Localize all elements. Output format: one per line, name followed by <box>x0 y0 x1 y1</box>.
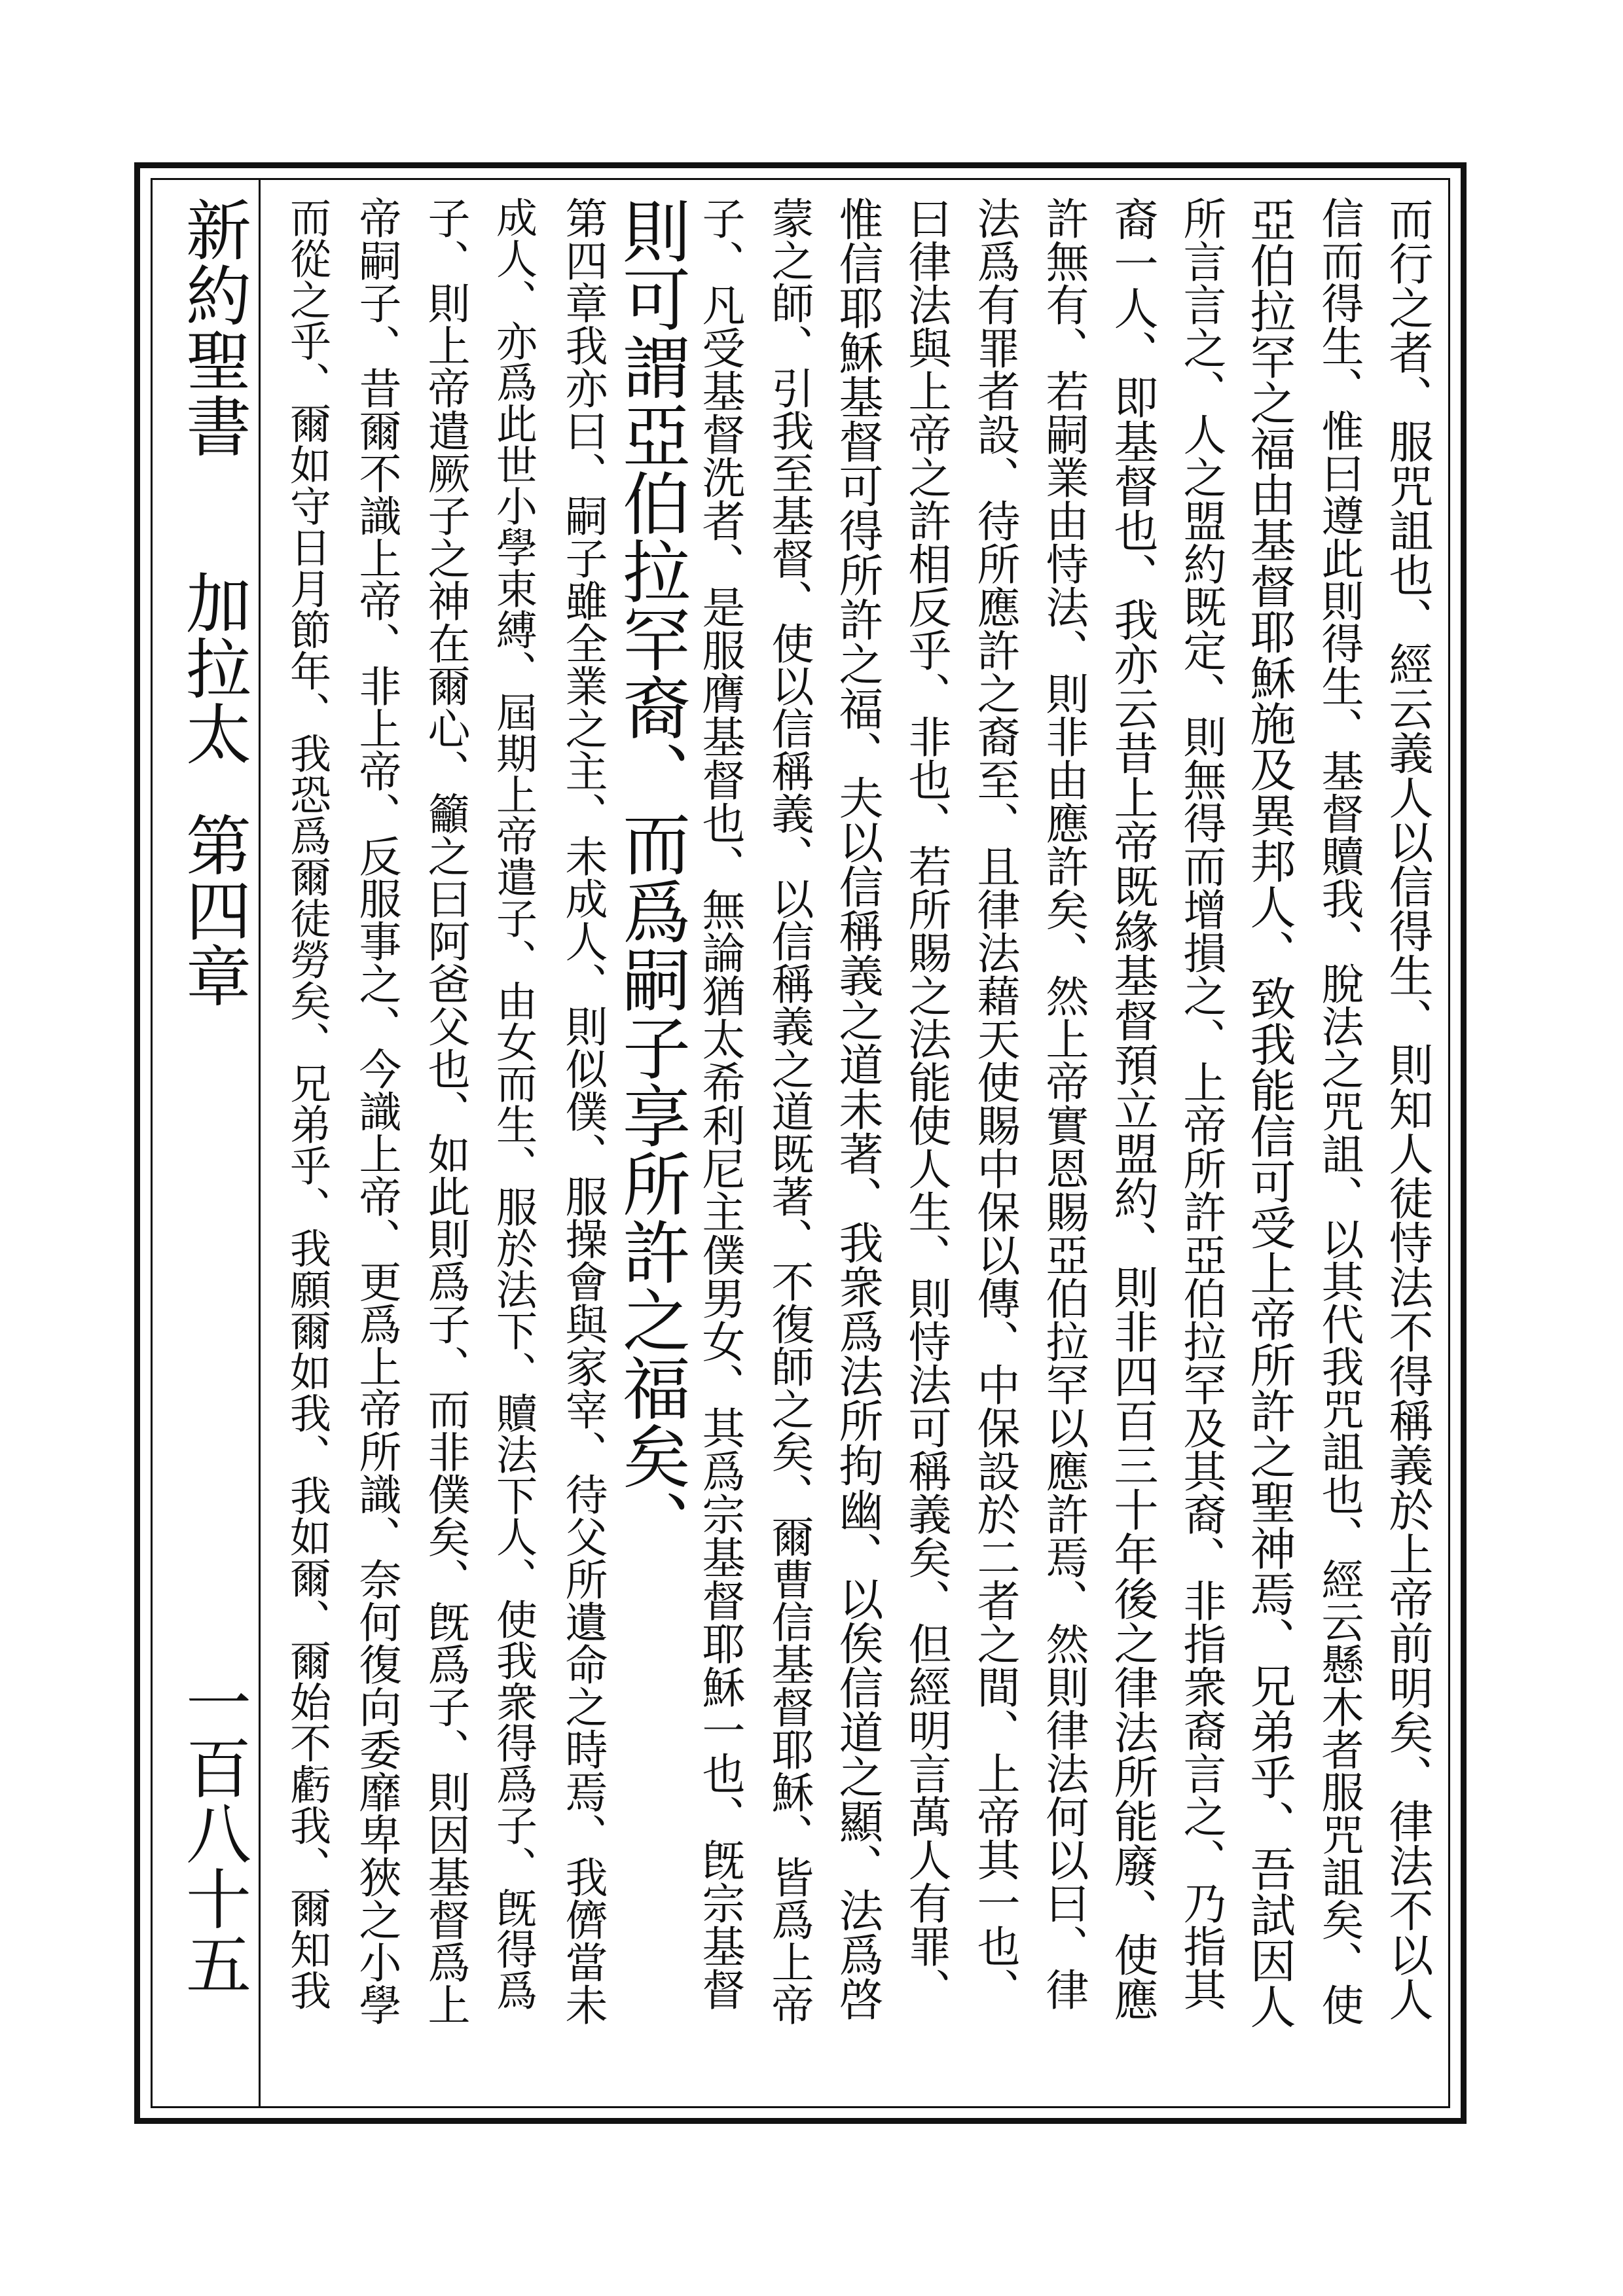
text-column-6: 許無有、若嗣業由恃法、則非由應許矣、然上帝實恩賜亞伯拉罕以應許焉、然則律法何以曰、律 <box>1038 196 1089 2011</box>
text-column-5: 裔一人、即基督也、我亦云昔上帝既緣基督預立盟約、則非四百三十年後之律法所能廢、使應 <box>1106 196 1158 2021</box>
text-column-8: 曰律法與上帝之許相反乎、非也、若所賜之法能使人生、則恃法可稱義矣、但經明言萬人有罪、 <box>901 196 951 2011</box>
text-column-2: 信而得生、惟曰遵此則得生、基督贖我、脫法之咒詛、以其代我咒詛也、經云懸木者服咒詛矣、使 <box>1314 196 1363 2026</box>
text-column-12: 則可謂亞伯拉罕裔、而爲嗣子享所許之福矣、 <box>611 196 691 1558</box>
text-column-16: 帝嗣子、昔爾不識上帝、非上帝、反服事之、今識上帝、更爲上帝所識、奈何復向委靡卑狹之小學 <box>352 196 401 2026</box>
text-column-10: 蒙之師、引我至基督、使以信稱義、以信稱義之道既著、不復師之矣、爾曹信基督耶穌、皆爲上帝 <box>764 196 813 2026</box>
text-column-9: 惟信耶穌基督可得所許之福、夫以信稱義之道未著、我衆爲法所拘幽、以俟信道之顯、法爲啓 <box>831 196 883 2021</box>
page-number: 一百八十五 <box>175 1669 251 1996</box>
book-title: 新約聖書 <box>175 196 251 458</box>
text-column-15: 子、則上帝遣厥子之神在爾心、籲之曰阿爸父也、如此則爲子、而非僕矣、旣爲子、則因基督爲上 <box>420 196 469 2026</box>
text-column-13: 第四章我亦曰、嗣子雖全業之主、未成人、則似僕、服操會與家宰、待父所遺命之時焉、我儕當未 <box>558 196 607 2026</box>
text-column-3: 亞伯拉罕之福由基督耶穌施及異邦人、致我能信可受上帝所許之聖神焉、兄弟乎、吾試因人 <box>1243 196 1296 2029</box>
text-column-7: 法爲有罪者設、待所應許之裔至、且律法藉天使賜中保以傳、中保設於二者之間、上帝其一也、 <box>970 196 1020 2011</box>
text-column-17: 而從之乎、爾如守日月節年、我恐爲爾徒勞矣、兄弟乎、我願爾如我、我如爾、爾始不虧我、爾知我 <box>283 196 331 2011</box>
margin-rule <box>259 178 261 2108</box>
epistle-title: 加拉太 <box>175 569 251 766</box>
text-column-4: 所言言之、人之盟約既定、則無得而增損之、上帝所許亞伯拉罕及其裔、非指衆裔言之、乃指其 <box>1176 196 1226 2011</box>
text-column-1: 而行之者、服咒詛也、經云義人以信得生、則知人徒恃法不得稱義於上帝前明矣、律法不以人 <box>1381 196 1433 2021</box>
text-column-11: 子、凡受基督洗者、是服膺基督也、無論猶太希利尼主僕男女、其爲宗基督耶穌一也、旣宗基督 <box>695 196 745 2011</box>
text-column-14: 成人、亦爲此世小學束縛、屆期上帝遣子、由女而生、服於法下、贖法下人、使我衆得爲子、旣得爲 <box>490 196 538 2011</box>
chapter-title: 第四章 <box>175 812 251 1008</box>
